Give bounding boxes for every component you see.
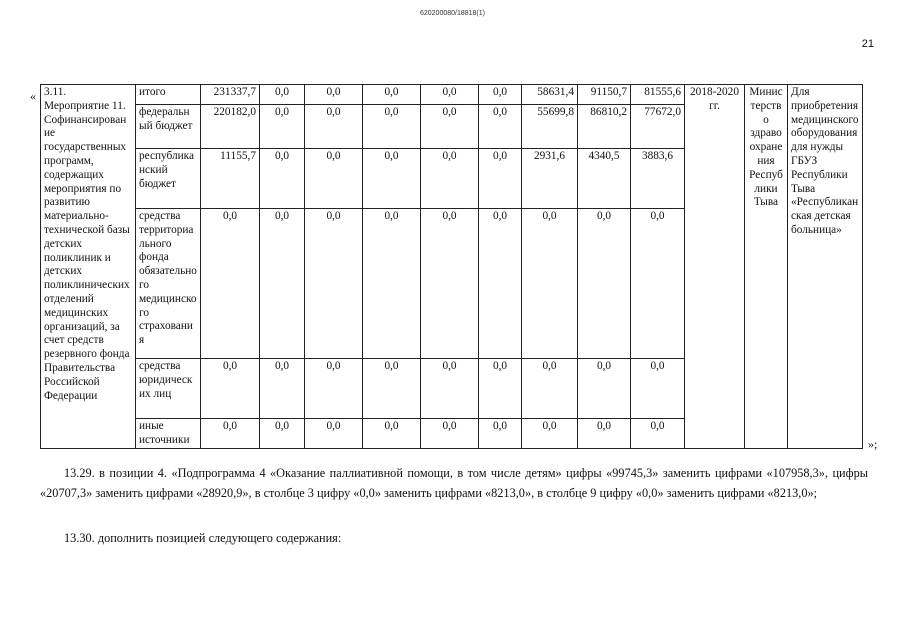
value-cell: 0,0 bbox=[363, 149, 421, 209]
paragraph-13-29: 13.29. в позиции 4. «Подпрограмма 4 «Оказание паллиативной помощи, в том числе детям» цифры «99745,3» заменить цифрами «107958,3», цифры «20707,3» заменить цифрами «28920,9», в столбце 3 цифру «0,0» заменить цифрами «8213,0», в столбце 9 цифру «0,0» заменить цифрами «8213,0»; bbox=[40, 466, 868, 500]
value-cell: 0,0 bbox=[305, 359, 363, 419]
measure-cell: 3.11. Мероприятие 11. Софинансирование государственных программ, содержащих мероприятия по развитию материально-технической базы детских поликлиник и детских поликлинических отделений медицинских организаций, за счет средств резервного фонда Правительства Российской Федерации bbox=[41, 85, 136, 449]
source-cell: средства территориального фонда обязательного медицинского страхования bbox=[136, 209, 201, 359]
value-cell: 0,0 bbox=[522, 359, 578, 419]
value-cell: 0,0 bbox=[522, 209, 578, 359]
value-cell: 0,0 bbox=[260, 105, 305, 149]
value-cell: 0,0 bbox=[363, 105, 421, 149]
value-cell: 0,0 bbox=[305, 149, 363, 209]
value-cell: 0,0 bbox=[479, 419, 522, 449]
value-cell: 0,0 bbox=[479, 209, 522, 359]
value-cell: 0,0 bbox=[305, 105, 363, 149]
value-cell: 55699,8 bbox=[522, 105, 578, 149]
source-cell: средства юридических лиц bbox=[136, 359, 201, 419]
value-cell: 0,0 bbox=[421, 105, 479, 149]
executor-cell: Министерство здравоохранения Республики Тыва bbox=[745, 85, 788, 449]
source-cell: иные источники bbox=[136, 419, 201, 449]
value-cell: 11155,7 bbox=[201, 149, 260, 209]
value-cell: 0,0 bbox=[421, 209, 479, 359]
value-cell: 0,0 bbox=[578, 419, 631, 449]
budget-table bbox=[40, 84, 863, 449]
value-cell: 0,0 bbox=[363, 419, 421, 449]
value-cell: 0,0 bbox=[578, 209, 631, 359]
value-cell: 0,0 bbox=[421, 359, 479, 419]
value-cell: 0,0 bbox=[479, 105, 522, 149]
value-cell: 220182,0 bbox=[201, 105, 260, 149]
source-cell: республиканский бюджет bbox=[136, 149, 201, 209]
value-cell: 0,0 bbox=[363, 85, 421, 105]
value-cell: 0,0 bbox=[201, 419, 260, 449]
value-cell: 0,0 bbox=[479, 359, 522, 419]
value-cell: 4340,5 bbox=[578, 149, 631, 209]
value-cell: 0,0 bbox=[260, 209, 305, 359]
source-cell: итого bbox=[136, 85, 201, 105]
value-cell: 0,0 bbox=[363, 209, 421, 359]
period-cell: 2018-2020 гг. bbox=[685, 85, 745, 449]
value-cell: 0,0 bbox=[305, 419, 363, 449]
opening-quote: « bbox=[30, 89, 36, 103]
value-cell: 0,0 bbox=[260, 359, 305, 419]
value-cell: 91150,7 bbox=[578, 85, 631, 105]
value-cell: 0,0 bbox=[421, 149, 479, 209]
value-cell: 0,0 bbox=[479, 149, 522, 209]
value-cell: 231337,7 bbox=[201, 85, 260, 105]
value-cell: 0,0 bbox=[201, 209, 260, 359]
value-cell: 0,0 bbox=[578, 359, 631, 419]
value-cell: 86810,2 bbox=[578, 105, 631, 149]
value-cell: 0,0 bbox=[421, 85, 479, 105]
value-cell: 2931,6 bbox=[522, 149, 578, 209]
value-cell: 0,0 bbox=[363, 359, 421, 419]
document-code: 620200080/18818(1) bbox=[419, 10, 485, 17]
value-cell: 0,0 bbox=[631, 359, 685, 419]
value-cell: 0,0 bbox=[201, 359, 260, 419]
value-cell: 0,0 bbox=[260, 419, 305, 449]
source-cell: федеральный бюджет bbox=[136, 105, 201, 149]
value-cell: 0,0 bbox=[305, 209, 363, 359]
value-cell: 0,0 bbox=[631, 209, 685, 359]
closing-quote: »; bbox=[868, 437, 878, 451]
value-cell: 0,0 bbox=[305, 85, 363, 105]
table-row bbox=[41, 85, 863, 105]
value-cell: 81555,6 bbox=[631, 85, 685, 105]
page-number: 21 bbox=[861, 38, 874, 50]
value-cell: 77672,0 bbox=[631, 105, 685, 149]
value-cell: 0,0 bbox=[421, 419, 479, 449]
value-cell: 0,0 bbox=[631, 419, 685, 449]
value-cell: 0,0 bbox=[479, 85, 522, 105]
value-cell: 58631,4 bbox=[522, 85, 578, 105]
value-cell: 0,0 bbox=[260, 85, 305, 105]
value-cell: 0,0 bbox=[260, 149, 305, 209]
value-cell: 3883,6 bbox=[631, 149, 685, 209]
result-cell: Для приобретения медицинского оборудования для нужды ГБУЗ Республики Тыва «Республиканская детская больница» bbox=[788, 85, 863, 449]
paragraph-13-30: 13.30. дополнить позицией следующего содержания: bbox=[64, 531, 342, 545]
value-cell: 0,0 bbox=[522, 419, 578, 449]
